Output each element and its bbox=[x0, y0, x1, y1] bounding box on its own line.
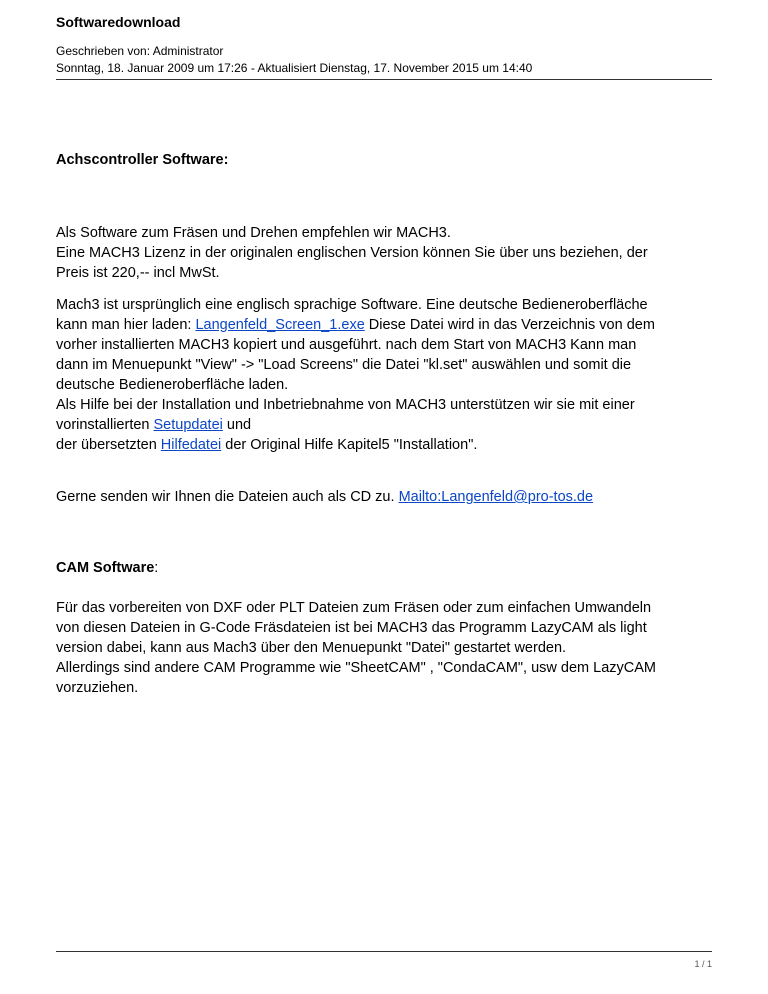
header-divider bbox=[56, 79, 712, 80]
p2-line7 bbox=[56, 415, 251, 435]
site-title: Softwaredownload bbox=[56, 14, 181, 30]
p2-line5: deutsche Bedieneroberfläche laden. bbox=[56, 377, 289, 393]
p2-line7-post: und bbox=[222, 417, 252, 433]
p1-line1: Als Software zum Fräsen und Drehen empfehlen wir MACH3. bbox=[56, 225, 451, 241]
page-number: 1 / 1 bbox=[694, 959, 712, 969]
heading-cam-colon: : bbox=[154, 560, 159, 576]
author-line: Geschrieben von: Administrator bbox=[56, 44, 224, 58]
p2-line2-pre: kann man hier laden: bbox=[56, 317, 196, 333]
p2-line8-post: der Original Hilfe Kapitel5 "Installation". bbox=[221, 437, 478, 453]
p2-line3: vorher installierten MACH3 kopiert und ausgeführt. nach dem Start von MACH3 Kann man bbox=[56, 337, 637, 353]
setup-file-link[interactable]: Setupdatei bbox=[153, 417, 223, 433]
p4-line3: version dabei, kann aus Mach3 über den Menuepunkt "Datei" gestartet werden. bbox=[56, 640, 567, 656]
help-file-link[interactable]: Hilfedatei bbox=[160, 437, 222, 453]
p2-line2-post: Diese Datei wird in das Verzeichnis von dem bbox=[364, 317, 655, 333]
p4-line4: Allerdings sind andere CAM Programme wie "SheetCAM" , "CondaCAM", usw dem LazyCAM bbox=[56, 660, 657, 676]
date-line: Sonntag, 18. Januar 2009 um 17:26 - Aktualisiert Dienstag, 17. November 2015 um 14:40 bbox=[56, 61, 533, 75]
mailto-link[interactable]: Mailto:Langenfeld@pro-tos.de bbox=[398, 489, 594, 505]
p1-line2: Eine MACH3 Lizenz in der originalen englischen Version können Sie über uns beziehen, der bbox=[56, 245, 648, 261]
screen-download-link[interactable]: Langenfeld_Screen_1.exe bbox=[195, 317, 365, 333]
footer-divider bbox=[56, 951, 712, 952]
heading-cam-text: CAM Software bbox=[56, 560, 155, 576]
p2-line1: Mach3 ist ursprünglich eine englisch sprachige Software. Eine deutsche Bedieneroberfläche bbox=[56, 297, 648, 313]
p1-line3: Preis ist 220,-- incl MwSt. bbox=[56, 265, 220, 281]
p4-line5: vorzuziehen. bbox=[56, 680, 139, 696]
p4-line2: von diesen Dateien in G-Code Fräsdateien ist bei MACH3 das Programm LazyCAM als light bbox=[56, 620, 647, 636]
p3-text: Gerne senden wir Ihnen die Dateien auch als CD zu. bbox=[56, 489, 399, 505]
p3-line bbox=[56, 487, 593, 507]
p2-line8-pre: der übersetzten bbox=[56, 437, 161, 453]
p2-line7-pre: vorinstallierten bbox=[56, 417, 154, 433]
p2-line8 bbox=[56, 435, 477, 455]
p4-line1: Für das vorbereiten von DXF oder PLT Dateien zum Fräsen oder zum einfachen Umwandeln bbox=[56, 600, 652, 616]
p2-line4: dann im Menuepunkt "View" -> "Load Screens" die Datei "kl.set" auswählen und somit die bbox=[56, 357, 632, 373]
p2-line6: Als Hilfe bei der Installation und Inbetriebnahme von MACH3 unterstützen wir sie mit einer bbox=[56, 397, 635, 413]
heading-cam bbox=[56, 558, 158, 578]
heading-achscontroller: Achscontroller Software: bbox=[56, 152, 229, 168]
p2-line2 bbox=[56, 315, 655, 335]
